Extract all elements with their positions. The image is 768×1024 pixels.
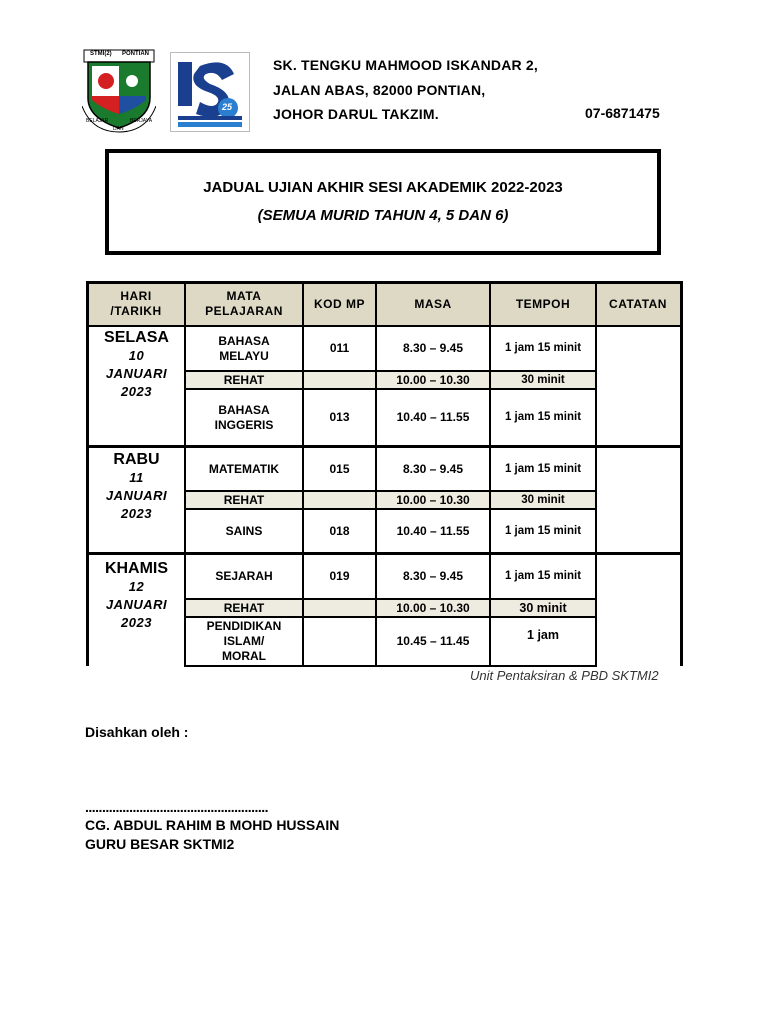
subject-line: MORAL bbox=[222, 649, 266, 663]
masa-cell: 10.00 – 10.30 bbox=[396, 372, 470, 387]
masa-cell: 8.30 – 9.45 bbox=[402, 341, 464, 355]
subject-cell: SAINS bbox=[225, 523, 263, 538]
day-cell bbox=[89, 328, 184, 401]
tempoh-cell: 1 jam 15 minit bbox=[504, 524, 582, 537]
subject-line: MELAYU bbox=[219, 348, 269, 363]
day-name: KHAMIS bbox=[104, 560, 169, 577]
header-catatan: CATATAN bbox=[596, 282, 680, 326]
unit-footer-note: Unit Pentaksiran & PBD SKTMI2 bbox=[470, 668, 659, 683]
school-address-line: JALAN ABAS, 82000 PONTIAN, bbox=[273, 82, 486, 98]
signatory-name: CG. ABDUL RAHIM B MOHD HUSSAIN bbox=[85, 817, 340, 833]
masa-cell: 8.30 – 9.45 bbox=[402, 569, 464, 583]
day-date: 11 bbox=[129, 470, 144, 485]
header-hari: HARI bbox=[120, 289, 152, 303]
kod-cell: 015 bbox=[329, 461, 350, 476]
tempoh-cell: 1 jam 15 minit bbox=[504, 411, 582, 423]
header-tempoh: TEMPOH bbox=[490, 282, 596, 326]
subject-cell: SEJARAH bbox=[215, 569, 273, 583]
day-date: 12 bbox=[128, 579, 145, 594]
kod-cell: 018 bbox=[329, 523, 350, 538]
kod-cell: 019 bbox=[329, 569, 350, 583]
signature-line: ...................................................... bbox=[85, 799, 269, 815]
day-year: 2023 bbox=[121, 615, 152, 630]
masa-cell: 10.00 – 10.30 bbox=[396, 600, 470, 615]
tempoh-cell: 30 minit bbox=[521, 373, 565, 386]
header-pelajaran: PELAJARAN bbox=[205, 304, 283, 318]
subject-cell bbox=[186, 618, 302, 665]
school-crest-logo bbox=[82, 48, 156, 134]
tempoh-cell: 1 jam 15 minit bbox=[504, 462, 582, 475]
signatory-position: GURU BESAR SKTMI2 bbox=[85, 836, 235, 852]
header-masa: MASA bbox=[376, 282, 490, 326]
subject-cell bbox=[186, 327, 302, 370]
page-title: JADUAL UJIAN AKHIR SESI AKADEMIK 2022-2023 bbox=[203, 179, 563, 196]
masa-cell: 10.00 – 10.30 bbox=[396, 492, 470, 507]
school-name-line: SK. TENGKU MAHMOOD ISKANDAR 2, bbox=[273, 57, 539, 73]
title-box bbox=[105, 149, 661, 255]
day-month: JANUARI bbox=[105, 488, 168, 503]
day-name: RABU bbox=[113, 451, 160, 468]
rehat-label: REHAT bbox=[223, 372, 265, 387]
day-cell bbox=[89, 559, 184, 632]
crest-motto-left: BELAJAR bbox=[86, 118, 109, 124]
masa-cell: 10.40 – 11.55 bbox=[396, 523, 470, 538]
header-hari-tarikh bbox=[87, 282, 185, 326]
subject-line: BAHASA bbox=[218, 402, 270, 417]
tempoh-cell: 30 minit bbox=[521, 493, 565, 506]
crest-text-top-right: PONTIAN bbox=[122, 51, 149, 57]
day-name: SELASA bbox=[104, 329, 169, 346]
rehat-label: REHAT bbox=[223, 492, 265, 507]
header-mata-pelajaran bbox=[185, 282, 303, 326]
day-year: 2023 bbox=[121, 384, 152, 399]
tempoh-cell: 1 jam 15 minit bbox=[504, 570, 582, 582]
day-month: JANUARI bbox=[105, 366, 168, 381]
subject-cell: MATEMATIK bbox=[208, 461, 280, 476]
school-state-line: JOHOR DARUL TAKZIM. bbox=[273, 106, 439, 122]
kod-cell: 011 bbox=[329, 341, 350, 355]
day-cell bbox=[89, 450, 184, 523]
crest-text-top-left: STMI(2) bbox=[90, 51, 112, 57]
kod-cell: 013 bbox=[329, 410, 350, 424]
day-month: JANUARI bbox=[105, 597, 168, 612]
tempoh-cell: 30 minit bbox=[519, 600, 567, 615]
day-year: 2023 bbox=[121, 506, 152, 521]
day-date: 10 bbox=[128, 348, 145, 363]
header-kod-mp: KOD MP bbox=[303, 282, 376, 326]
program-logo bbox=[170, 52, 250, 132]
tempoh-cell: 1 jam bbox=[527, 627, 559, 642]
subject-line: BAHASA bbox=[218, 333, 270, 348]
school-phone: 07-6871475 bbox=[585, 105, 660, 121]
crest-motto-bottom: DAN bbox=[113, 126, 124, 132]
tempoh-cell: 1 jam 15 minit bbox=[504, 342, 582, 354]
header-tarikh: /TARIKH bbox=[110, 304, 162, 318]
rehat-label: REHAT bbox=[223, 600, 265, 615]
approval-label: Disahkan oleh : bbox=[85, 724, 189, 740]
subject-line: INGGERIS bbox=[214, 417, 274, 432]
masa-cell: 10.40 – 11.55 bbox=[396, 410, 470, 424]
masa-cell: 10.45 – 11.45 bbox=[396, 634, 470, 648]
logo-number: 25 bbox=[222, 102, 233, 112]
subject-cell bbox=[186, 390, 302, 445]
subject-line: PENDIDIKAN bbox=[206, 619, 282, 633]
subject-line: ISLAM/ bbox=[223, 634, 265, 648]
crest-motto-right: BERJAYA bbox=[130, 118, 153, 124]
page-subtitle: (SEMUA MURID TAHUN 4, 5 DAN 6) bbox=[257, 207, 509, 224]
header-mata: MATA bbox=[226, 289, 262, 303]
masa-cell: 8.30 – 9.45 bbox=[402, 461, 464, 476]
